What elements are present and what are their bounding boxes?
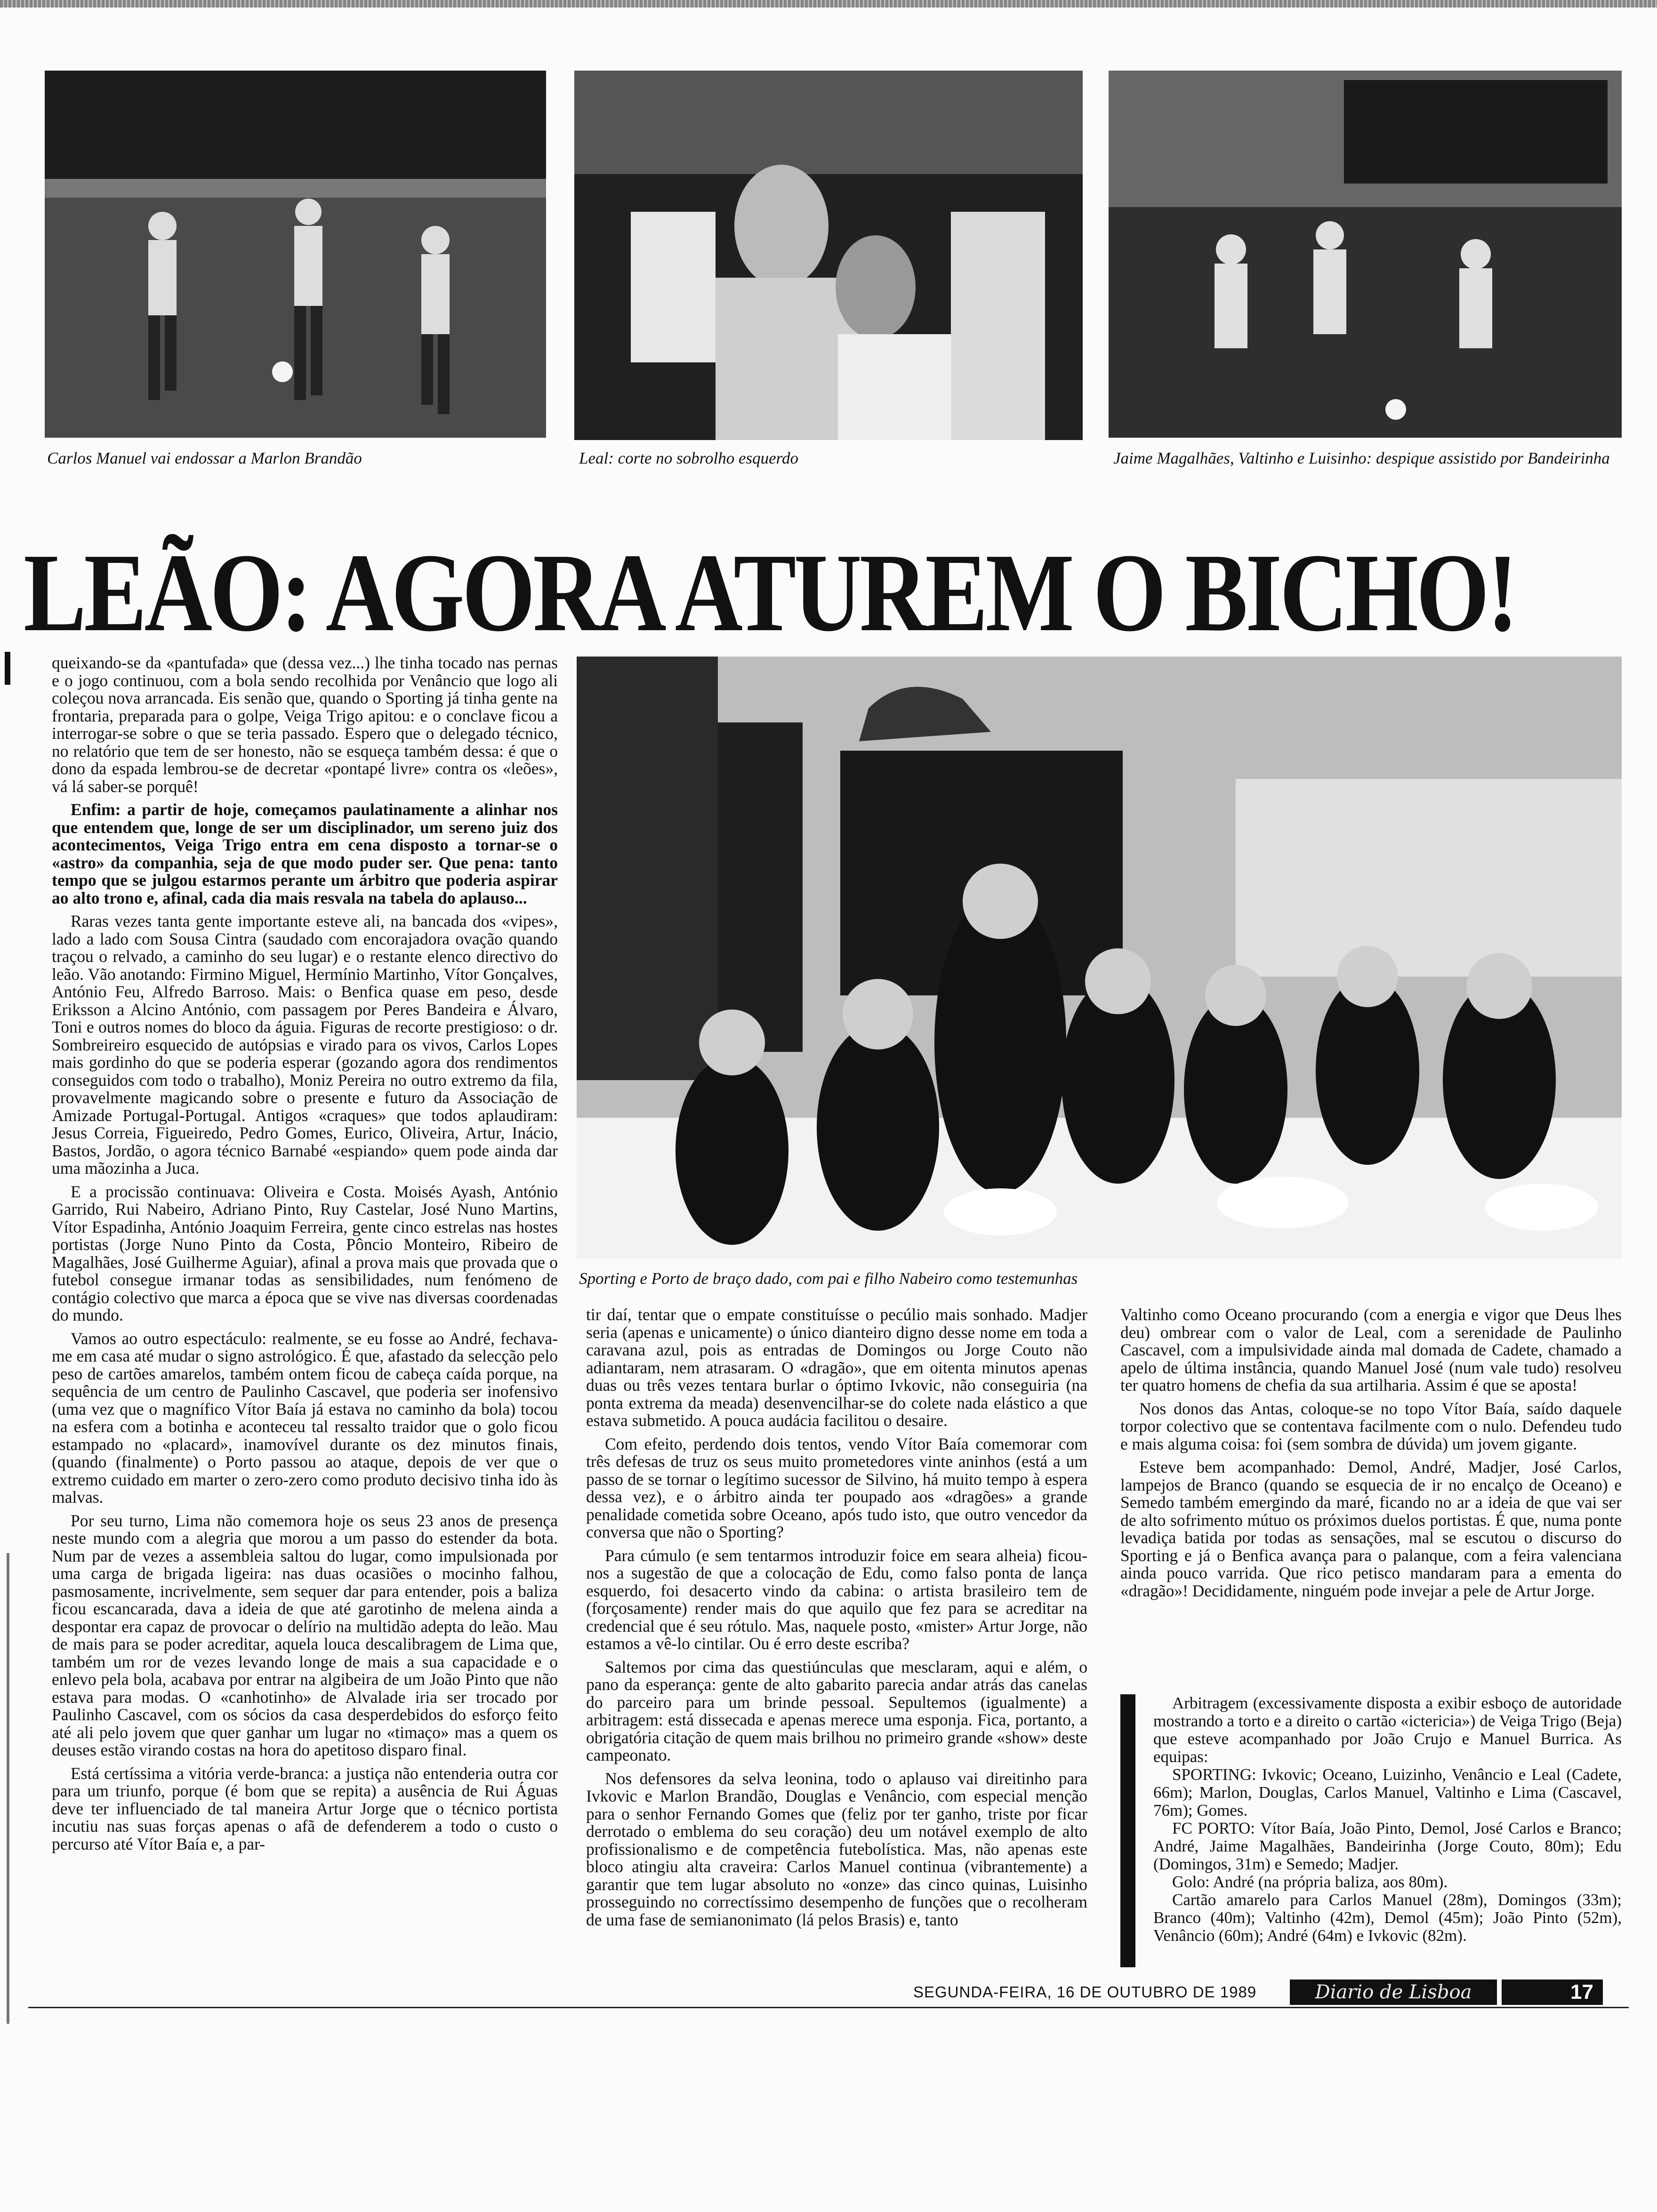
paragraph: Saltemos por cima das questiúnculas que mesclaram, aqui e além, o pano da esperança: gente de alto gabarito parecia andar atrás das canelas do parceiro para um brinde pessoal. Sepultemos (igualmente) a arbitragem: está dissecada e apenas merece uma esponja. Fica, portanto, a obrigatória citação de quem mais brilhou no primeiro grande «show» deste campeonato. bbox=[586, 1657, 1087, 1764]
box-paragraph: SPORTING: Ivkovic; Oceano, Luizinho, Venâncio e Leal (Cadete, 66m); Marlon, Douglas, Carlos Manuel, Valtinho e Lima (Cascavel, 76m); Gomes. bbox=[1153, 1765, 1622, 1819]
paragraph: Nos defensores da selva leonina, todo o aplauso vai direitinho para Ivkovic e Marlon Brandão, Douglas e Venâncio, com especial menção para o senhor Fernando Gomes que (feliz por ter ganho, triste por ficar derrotado o emblema do seu coração) deu um notável exemplo de alto profissionalismo e de competência futebolística. Mas, não apenas este bloco atingiu alta craveira: Carlos Manuel continua (vibrantemente) a garantir que tem lugar absoluto no «onze» das cinco quinas, Luisinho prosseguindo no correctíssimo desempenho de funções que o recolheram de uma fase de semianonimato (lá pelos Brasis) e, tanto bbox=[586, 1769, 1087, 1929]
photo-leal bbox=[574, 71, 1083, 440]
box-paragraph: Golo: André (na própria baliza, aos 80m). bbox=[1172, 1873, 1448, 1891]
page-number: 17 bbox=[1502, 1980, 1603, 2005]
caption-top-right: Jaime Magalhães, Valtinho e Luisinho: despique assistido por Bandeirinha bbox=[1113, 449, 1610, 467]
photo-sporting-porto-dinner bbox=[577, 657, 1622, 1259]
article-column-left bbox=[52, 654, 558, 1853]
box-bar bbox=[1120, 1694, 1135, 1967]
masthead: Diario de Lisboa bbox=[1290, 1980, 1497, 2005]
paragraph: Está certíssima a vitória verde-branca: a justiça não entenderia outra cor para um triunfo, porque (é bom que se repita) a ausência de Rui Águas deve ter influenciado de tal maneira Artur Jorge que o técnico portista incutiu nas suas forças apenas o afã de defenderem a todo o custo o percurso até Vítor Baía e, a par- bbox=[52, 1763, 558, 1853]
photo-carlos-manuel bbox=[45, 71, 546, 438]
paragraph: Por seu turno, Lima não comemora hoje os seus 23 anos de presença neste mundo com a alegria que morou a um passo do estender da bota. Num par de vezes a assembleia saltou do lugar, como impulsionada por uma carga de brigada ligeira: nas duas ocasiões o mocinho falhou, pasmosamente, incrivelmente, sem sequer dar para entender, pois a baliza ficou escancarada, dava a ideia de que até garotinho de melena ainda a despontar era capaz de provocar o delírio na multidão adepta do leão. Mau de mais para se poder acreditar, aquela louca descalibragem de Lima que, também um ror de vezes levando longe de mais a sua capacidade e o enlevo pela bola, acabava por entrar na algibeira de um João Pinto que não estava para modas. O «canhotinho» de Alvalade iria ser trocado por Paulinho Cascavel, com os sócios da casa desperdebidos do esforço feito até ali pelo jovem que quer ganhar um lugar no «timaço» mas a quem os deuses estão virando costas na hora do apetitoso disparo final. bbox=[52, 1511, 558, 1759]
headline: LEÃO: AGORA ATUREM O BICHO! bbox=[24, 531, 1516, 655]
paragraph: Vamos ao outro espectáculo: realmente, se eu fosse ao André, fechava-me em casa até mudar o signo astrológico. É que, afastado da selecção pelo peso de cartões amarelos, também ontem ficou de cabeça caída porque, na sequência de um centro de Paulinho Cascavel, que poderia ser inofensivo (uma vez que o magnífico Vítor Baía já estava no caminho da bola) tocou na esfera com a botinha e aconteceu tal ressalto traidor que o golo ficou estampado no «placard», inamovível durante os dez minutos finais, (quando (finalmente) o Porto passou ao ataque, depois de ver que o extremo cuidado em marter o zero-zero como produto decisivo tinha ido às malvas. bbox=[52, 1329, 558, 1507]
paragraph: Raras vezes tanta gente importante esteve ali, na bancada dos «vipes», lado a lado com Sousa Cintra (saudado com encorajadora ovação quando traçou o relvado, a caminho do seu lugar) e o restante elenco directivo do leão. Vão anotando: Firmino Miguel, Hermínio Martinho, Vítor Gonçalves, António Feu, Alfredo Barroso. Mais: o Benfica quase em peso, desde Eriksson a Alcino António, com passagem por Peres Bandeira e Álvaro, Toni e outros nomes do bloco da águia. Figuras de recorte prestigioso: o dr. Sombreireiro esquecido de autópsias e virado para os vivos, Carlos Lopes mais gordinho do que se poderia esperar (gozando agora dos rendimentos conseguidos com todo o trabalho), Moniz Pereira no outro extremo da fila, provavelmente magicando sobre o presente e futuro da Associação de Amizade Portugal-Portugal. Antigos «craques» que todos aplaudiram: Jesus Correia, Figueiredo, Pedro Gomes, Eurico, Oliveira, Artur, Inácio, Bastos, Jordão, o agora técnico Barnabé «espiando» quem pode ainda dar uma mãozinha a Juca. bbox=[52, 912, 558, 1178]
paragraph: Esteve bem acompanhado: Demol, André, Madjer, José Carlos, lampejos de Branco (quando se esquecia de ir no encalço de Oceano) e Semedo também emergindo da maré, ficando no ar a ideia de que vai ser de alto sofrimento mútuo os próximos duelos portistas. É que, numa ponte levadiça batida por todas as sensações, mal se escutou o discurso do Sporting e já o Benfica avança para o palanque, com a feira valenciana ainda pouco varrida. Que rico petisco mandaram para a ementa do «dragão»! Decididamente, ninguém pode invejar a pele de Artur Jorge. bbox=[1120, 1458, 1622, 1600]
box-text bbox=[1153, 1694, 1622, 1945]
box-paragraph: Cartão amarelo para Carlos Manuel (28m), Domingos (33m); Branco (40m); Valtinho (42m), Demol (45m); João Pinto (52m), Venâncio (60m); André (64m) e Ivkovic (82m). bbox=[1153, 1891, 1622, 1945]
footer-rule bbox=[28, 2007, 1629, 2008]
paragraph: Nos donos das Antas, coloque-se no topo Vítor Baía, saído daquele torpor colectivo que se contentava facilmente com o nulo. Defendeu tudo e mais alguma coisa: foi (sem sombra de dúvida) um jovem gigante. bbox=[1120, 1399, 1622, 1453]
paragraph: Para cúmulo (e sem tentarmos introduzir foice em seara alheia) ficou-nos a sugestão de que a colocação de Edu, como falso ponta de lança esquerdo, foi desacerto vindo da cabina: o artista brasileiro tem de (forçosamente) render mais do que aquilo que fez para se acreditar na credencial que é seu rótulo. Mas, naquele posto, «mister» Artur Jorge, não estamos a vê-lo cintilar. Ou é erro deste escriba? bbox=[586, 1546, 1087, 1653]
page-footer bbox=[913, 1980, 1629, 2006]
photo-jaime-valtinho-luisinho bbox=[1109, 71, 1622, 438]
issue-date: SEGUNDA-FEIRA, 16 DE OUTUBRO DE 1989 bbox=[913, 1983, 1257, 2001]
paragraph: E a procissão continuava: Oliveira e Costa. Moisés Ayash, António Garrido, Rui Nabeiro, Adriano Pinto, Ruy Castelar, José Nuno Martins, Vítor Espadinha, António Joaquim Ferreira, gente cinco estrelas nas hostes portistas (Jorge Nuno Pinto da Costa, Pôncio Monteiro, Ribeiro de Magalhães, José Guilherme Aguiar), afinal a prova mais que provada que o futebol consegue irmanar todas as sensibilidades, num fenómeno de contágio colectivo que marca a época que se vive nas diversas coordenadas do mundo. bbox=[52, 1182, 558, 1324]
top-border bbox=[0, 0, 1657, 8]
box-paragraph: FC PORTO: Vítor Baía, João Pinto, Demol, José Carlos e Branco; André, Jaime Magalhães, Bandeirinha (Jorge Couto, 80m); Edu (Domingos, 31m) e Semedo; Madjer. bbox=[1153, 1819, 1622, 1873]
column-marker bbox=[5, 652, 10, 685]
box-paragraph: Arbitragem (excessivamente disposta a exibir esboço de autoridade mostrando a torto e a direito o cartão «ictericia») de Veiga Trigo (Beja) que esteve acompanhado por João Crujo e Manuel Burrica. As equipas: bbox=[1153, 1694, 1622, 1766]
caption-top-left: Carlos Manuel vai endossar a Marlon Brandão bbox=[47, 449, 362, 467]
caption-top-middle: Leal: corte no sobrolho esquerdo bbox=[579, 449, 798, 467]
margin-rule bbox=[7, 1553, 9, 2024]
caption-center: Sporting e Porto de braço dado, com pai e filho Nabeiro como testemunhas bbox=[579, 1269, 1078, 1288]
paragraph: Com efeito, perdendo dois tentos, vendo Vítor Baía comemorar com três defesas de truz os seus muito prometedores vinte aninhos (está a um passo de se tornar o legítimo sucessor de Silvino, há muito tempo à espera dessa vez), e o árbitro ainda ter poupado aos «dragões» a grande penalidade cometida sobre Oceano, após tudo isto, que outro vencedor da conversa que não o Sporting? bbox=[586, 1434, 1087, 1541]
paragraph: tir daí, tentar que o empate constituísse o pecúlio mais sonhado. Madjer seria (apenas e unicamente) o único dianteiro digno desse nome em toda a caravana azul, pois as entradas de Domingos ou Jorge Couto não adiantaram, nem atrasaram. O «dragão», que em oitenta minutos apenas duas ou três vezes tentara burlar o óptimo Ivkovic, não conseguiria (na ponta extrema da meada) desenvencilhar-se do colete nada elástico a que estava submetido. A pouca audácia facilitou o desaire. bbox=[586, 1305, 1087, 1430]
paragraph: Enfim: a partir de hoje, começamos paulatinamente a alinhar nos que entendem que, longe de ser um disciplinador, um sereno juiz dos acontecimentos, Veiga Trigo entra em cena disposto a tornar-se o «astro» da companhia, seja de que modo puder ser. Que pena: tanto tempo que se julgou estarmos perante um árbitro que poderia aspirar ao alto trono e, afinal, cada dia mais resvala na tabela do aplauso... bbox=[52, 800, 558, 907]
article-column-middle bbox=[586, 1306, 1087, 1929]
paragraph: Valtinho como Oceano procurando (com a energia e vigor que Deus lhes deu) ombrear com o valor de Leal, com a serenidade de Paulinho Cascavel, com a impulsividade ainda mal domada de Cadete, chamado a apelo de última instância, quando Manuel José (num vale tudo) resolveu ter quatro homens de chefia da sua artilharia. Assim é que se aposta! bbox=[1120, 1305, 1622, 1395]
article-column-right bbox=[1120, 1306, 1622, 1600]
match-facts-box bbox=[1120, 1694, 1622, 1977]
paragraph: queixando-se da «pantufada» que (dessa vez...) lhe tinha tocado nas pernas e o jogo continuou, com a bola sendo recolhida por Venâncio que logo ali coleçou nova arrancada. Eis senão que, quando o Sporting já tinha gente na frontaria, preparada para o golpe, Veiga Trigo apitou: e o conclave ficou a interrogar-se sobre o que se teria passado. Espero que o delegado técnico, no relatório que tem de ser honesto, não se esqueça também dessa: é que o dono da espada lembrou-se de decretar «pontapé livre» contra os «leões», vá lá saber-se porquê! bbox=[52, 653, 558, 796]
